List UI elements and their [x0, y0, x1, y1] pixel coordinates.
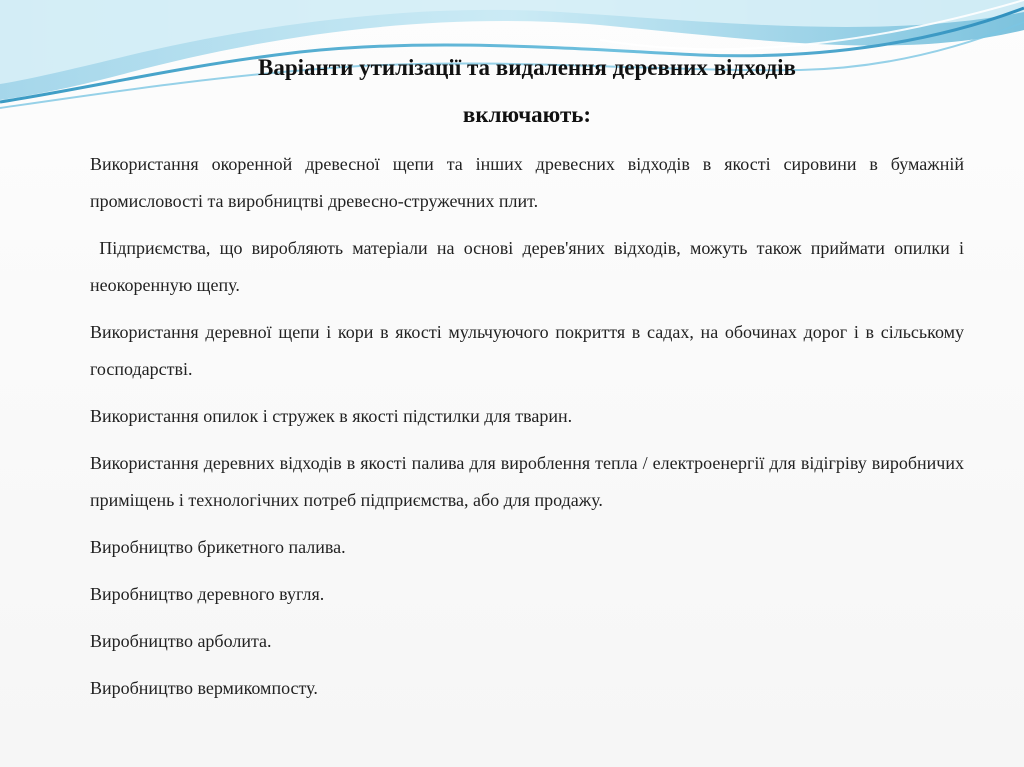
- paragraph-animal-bedding: Використання опилок і стружек в якості підстилки для тварин.: [90, 406, 573, 426]
- paragraph-chips-raw-material: Використання окоренной древесної щепи та інших древесних відходів в якості сировини в бумажній промисловості та виробництві древесно-стружечних плит.: [90, 154, 964, 211]
- paragraph-arbolite: Виробництво арболита.: [90, 631, 272, 651]
- paragraph-briquette-fuel: Виробництво брикетного палива.: [90, 537, 346, 557]
- slide-title-line-1: Варіанти утилізації та видалення деревних відходів: [258, 55, 796, 80]
- paragraph-enterprises-sawdust: Підприємства, що виробляють матеріали на основі дерев'яних відходів, можуть також приймати опилки і неокоренную щепу.: [90, 238, 969, 295]
- paragraph-charcoal: Виробництво деревного вугля.: [90, 584, 325, 604]
- paragraph-fuel: Використання деревних відходів в якості палива для вироблення тепла / електроенергії для відігріву виробничих приміщень і технологічних потреб підприємства, або для продажу.: [90, 453, 964, 510]
- slide-content: [90, 146, 969, 717]
- slide-title-line-2: включають:: [462, 102, 592, 127]
- paragraph-mulch: Використання деревної щепи і кори в якості мульчуючого покриття в садах, на обочинах дорог і в сільському господарстві.: [90, 322, 964, 379]
- paragraph-vermicompost: Виробництво вермикомпосту.: [90, 678, 318, 698]
